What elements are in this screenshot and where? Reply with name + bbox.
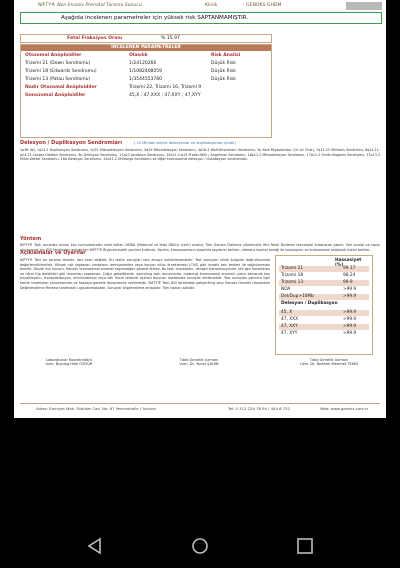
gonosomal-label: Gonozomal Anöploidiler [25, 93, 86, 98]
table-row [279, 324, 369, 330]
results-table [20, 44, 272, 138]
gonosomal-row [23, 93, 269, 99]
sens-subheader [279, 301, 369, 307]
method-text: NIFTY® Test; anneden alınan kan numunesinden izole edilen cfDNA (Maternal ve fetal DNA'yı içerir) analizi; Tüm Genom Dizileme yöntemiyle Yeni Nesil Dizileme teknolojisi kullanarak yapılır. Veri analizi ve rapor oluşturmak için BGI tarafından geliştirilen NIFTY® Biyoinformatik yazılımı kullanılır. Yazılım, kromozomların olasılıkla sayılarını belirler, referans kontrol örneği ile karşılaştırır ve kromozomal anöploidi riskini belirler. [20, 243, 380, 252]
table-row [279, 280, 369, 286]
table-row [279, 273, 369, 279]
deletion-note: ( 10 Mb'dan büyük delesyonlar ve duplikasyonlar içindir) [134, 141, 236, 145]
row-risk: Düşük Risk [211, 77, 236, 82]
sens-header [279, 258, 369, 264]
sens-name: Trizomi 18 [281, 273, 304, 278]
col-ratio-header: Olasılık [129, 53, 148, 58]
signature-2 [154, 358, 244, 366]
recent-apps-icon[interactable] [292, 533, 318, 559]
signature-role: Laboratuvar Koordinatörü [45, 358, 93, 362]
result-alert-text: Aşağıda incelenen parametreler için yüksek risk SAPTANMAMIŞTIR. [61, 14, 249, 21]
signature-role: Tıbbi Genetik Uzmanı [309, 358, 349, 362]
sens-name: Trizomi 21 [281, 266, 304, 271]
fetal-fraction-row [20, 34, 272, 43]
home-icon[interactable] [187, 533, 213, 559]
signature-name: Uzm. Dr. Yavuz ŞAHİN [179, 362, 219, 366]
sens-name: NOA [281, 287, 291, 292]
report-footer [20, 403, 380, 412]
signature-3 [284, 358, 374, 366]
report-title: NIFTY® Non-İnvaziv Prenatal Tarama Sonucu [38, 3, 142, 8]
fetal-fraction-value: % 15.97 [161, 36, 180, 41]
fetal-fraction-label: Fetal Fraksiyon Oranı [67, 36, 123, 41]
sens-value: >99.9 [343, 331, 357, 336]
report-header [18, 2, 382, 10]
genoks-logo [346, 2, 382, 10]
footer-phone: Tel: 0 312 229 78 59 / 444 6 732 [228, 406, 290, 411]
signature-name: Uzm. Dr. İbrahim Mehmet TEKİN [300, 362, 358, 366]
sens-value: >99.9 [343, 310, 357, 315]
explanation-text: NIFTY® Test bir tarama testidir, tanı testi değildir. Bu testin sonuçları tanı amaçlı kullanılmamalıdır. Test sonuçları klinik bulgular doğrultusunda değerlendirilmelidir. Yüksek risk saptanan hastaların amniyosentez veya koryon villus örneklemesi (CVS) gibi invaziv tanı testleri ile doğrulanması önerilir. Düşük risk sonucu, fetüsün kromozomal anomali taşımadığını garanti etmez. Bu test; mozaisizm, dengeli translokasyonlar, tek gen hastalıkları ve nöral tüp defektleri gibi durumları saptamaz. Çoğul gebeliklerde, vanishing twin durumunda, maternal kromozomal anomali, yakın zamanda kan transfüzyonu, transplantasyon, immünoterapi veya kök hücre tedavisi öyküsü bulunan hastalarda sonuçlar etkilenebilir. Test sonuçları yalnızca ilgili hekim tarafından yorumlanmalı ve hastaya genetik danışmanlık verilmelidir. NIFTY® Test; BGI tarafından geliştirilmiş olup Genoks Genetik Hastalıklar Değerlendirme Merkezi tarafından uygulanmaktadır. Sonuçlar bilgilendirme amaçlıdır. Tüm hakları saklıdır. [20, 258, 270, 290]
table-row [279, 266, 369, 272]
sens-value: >99.9 [343, 287, 357, 292]
table-row [23, 77, 269, 83]
sens-name: 47, XYY [281, 331, 298, 336]
sens-name: 47, XXY [281, 324, 298, 329]
signature-1 [24, 358, 114, 366]
signature-name: Uzm. Biyolog Hilal ÖZGÜR [45, 362, 93, 366]
rare-aneuploidy-row [23, 85, 269, 91]
clinic-label: Klinik [205, 3, 218, 8]
table-row [279, 331, 369, 337]
explanation-title: Açıklamalar ve Uyarılar [20, 250, 86, 256]
row-name: Trizomi 21 (Down Sendromu) [25, 61, 91, 66]
sens-value: 99.17 [343, 266, 356, 271]
footer-web: Web: www.genoks.com.tr [320, 406, 369, 411]
table-row [279, 287, 369, 293]
sens-value: >99.9 [343, 294, 357, 299]
deletion-title: Delesyon / Duplikasyon Sendromları [20, 140, 123, 146]
row-ratio: 1/3544553780 [129, 77, 163, 82]
sens-name: Trizomi 13 [281, 280, 304, 285]
sens-name: 45, X [281, 310, 293, 315]
row-name: Trizomi 13 (Patau Sendromu) [25, 77, 91, 82]
table-row [279, 310, 369, 316]
gonosomal-value: 45,X ; 47,XXX ; 47,XXY ; 47,XYY [129, 93, 201, 98]
clinic-value: : GENOKS GHDM [243, 3, 282, 8]
sens-name: Del/Dup>10Mb [281, 294, 314, 299]
sens-value: 98.24 [343, 273, 356, 278]
method-title: Yöntem [20, 236, 42, 242]
col-risk-header: Risk Analizi [211, 53, 241, 58]
row-risk: Düşük Risk [211, 69, 236, 74]
back-icon[interactable] [82, 533, 108, 559]
signature-role: Tıbbi Genetik Uzmanı [179, 358, 219, 362]
report-document [14, 0, 386, 418]
row-risk: Düşük Risk [211, 61, 236, 66]
results-heading: İNCELENEN PARAMETRELER [21, 45, 271, 51]
col-anomaly-header: Otozomal Anöploidiler [25, 53, 82, 58]
sensitivity-table [275, 255, 373, 355]
sens-value: >99.9 [343, 324, 357, 329]
rare-label: Nadir Otozomal Anöploidiler [25, 85, 97, 90]
sens-subheader-text: Delesyon / Duplikasyon [281, 301, 338, 306]
deletion-text: 1p36 del, 1q21.1 Duplikasyon Sendromu, 2q37 Mikrodelesyon Sendromu, 3q29 Mikrodelesyon Sendromu, 4p16.3 Wolf-Hirschhorn Sendromu, 5p Kedi Miyavlaması (Cri du Chat), 7q11.23 Williams Sendromu, 8q24.11-q24.13 Langer-Giedion Sendromu, 9p Delesyon Sendromu, 11q23 Jacobsen Sendromu, 15q11.2-q13 Prader-Willi / Angelman Sendromu, 16p11.2 Mikrodelesyon Sendromu, 17p11.2 Smith-Magenis Sendromu, 17p13.3 Miller-Dieker Sendromu, 18q Delesyon Sendromu, 22q11.2 DiGeorge Sendromu ve diğer kromozomal delesyon / duplikasyon sendromları. [20, 148, 380, 162]
footer-address: Adres: Emniyet Mah. Silahtar Cad. No: 67 Yenimahalle / Ankara [36, 406, 156, 411]
sens-header-right: Hassasiyet [335, 258, 362, 263]
sens-name: 47, XXX [281, 317, 299, 322]
table-row [279, 317, 369, 323]
android-nav-bar [0, 525, 400, 568]
result-alert-box [20, 12, 382, 24]
row-name: Trizomi 18 (Edwards Sendromu) [25, 69, 97, 74]
sens-value: 99.9 [343, 280, 353, 285]
table-row [23, 61, 269, 67]
table-row [279, 294, 369, 300]
rare-value: Trizomi 22, Trizomi 16, Trizomi 9 [129, 85, 202, 90]
table-row [23, 69, 269, 75]
sens-value: >99.9 [343, 317, 357, 322]
row-ratio: 1/1082408059 [129, 69, 163, 74]
row-ratio: 1/24120266 [129, 61, 157, 66]
